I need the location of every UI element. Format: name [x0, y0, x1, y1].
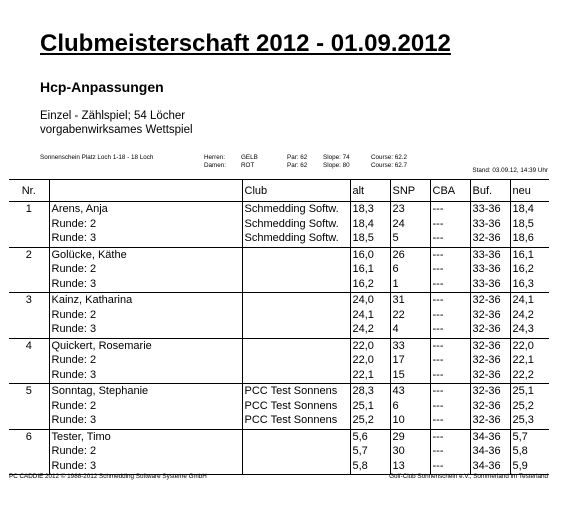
- cell-neu: 16,3: [510, 278, 549, 293]
- cell-cba: ---: [430, 445, 470, 460]
- cell-alt: 22,0: [350, 354, 390, 369]
- cell-snp: 5: [390, 232, 430, 247]
- cell-buf: 32-36: [470, 384, 510, 400]
- cell-club: [242, 323, 350, 338]
- header-name: [49, 180, 242, 202]
- results-table: [9, 179, 549, 475]
- cell-neu: 18,5: [510, 218, 549, 233]
- cell-name: Runde: 3: [49, 323, 242, 338]
- cell-name: Runde: 3: [49, 369, 242, 384]
- cell-name: Runde: 2: [49, 445, 242, 460]
- table-row: [9, 414, 549, 429]
- table-row: [9, 400, 549, 415]
- competition-note: vorgabenwirksames Wettspiel: [40, 124, 193, 136]
- men-par: Par: 62: [287, 154, 308, 161]
- cell-alt: 28,3: [350, 384, 390, 400]
- cell-nr: [9, 414, 49, 429]
- cell-name: Kainz, Katharina: [49, 293, 242, 309]
- cell-neu: 25,2: [510, 400, 549, 415]
- cell-alt: 16,1: [350, 263, 390, 278]
- cell-name: Arens, Anja: [49, 202, 242, 218]
- cell-name: Runde: 2: [49, 354, 242, 369]
- cell-alt: 25,2: [350, 414, 390, 429]
- cell-buf: 33-36: [470, 278, 510, 293]
- cell-buf: 34-36: [470, 460, 510, 475]
- header-cba: CBA: [430, 180, 470, 202]
- cell-buf: 32-36: [470, 354, 510, 369]
- cell-neu: 24,1: [510, 293, 549, 309]
- table-row: [9, 202, 549, 218]
- cell-cba: ---: [430, 293, 470, 309]
- cell-alt: 18,5: [350, 232, 390, 247]
- table-row: [9, 354, 549, 369]
- table-row: [9, 232, 549, 247]
- cell-snp: 15: [390, 369, 430, 384]
- cell-buf: 32-36: [470, 323, 510, 338]
- cell-club: [242, 263, 350, 278]
- cell-snp: 23: [390, 202, 430, 218]
- cell-nr: 2: [25, 248, 32, 261]
- cell-cba: ---: [430, 218, 470, 233]
- women-label: Damen:: [204, 162, 227, 169]
- cell-snp: 33: [390, 338, 430, 354]
- cell-nr: 4: [25, 339, 32, 352]
- cell-name: Runde: 3: [49, 414, 242, 429]
- cell-club: [242, 369, 350, 384]
- cell-club: Schmedding Softw.: [242, 218, 350, 233]
- women-course-rating: Course: 62.7: [371, 162, 408, 169]
- cell-club: [242, 309, 350, 324]
- table-row: [9, 218, 549, 233]
- cell-cba: ---: [430, 323, 470, 338]
- header-club: Club: [242, 180, 350, 202]
- cell-nr: [9, 400, 49, 415]
- cell-name: Runde: 3: [49, 460, 242, 475]
- cell-buf: 32-36: [470, 369, 510, 384]
- cell-name: Quickert, Rosemarie: [49, 338, 242, 354]
- cell-buf: 33-36: [470, 263, 510, 278]
- cell-name: Runde: 3: [49, 278, 242, 293]
- cell-cba: ---: [430, 202, 470, 218]
- cell-name: Runde: 2: [49, 400, 242, 415]
- cell-cba: ---: [430, 309, 470, 324]
- table-row: [9, 445, 549, 460]
- cell-neu: 5,8: [510, 445, 549, 460]
- cell-buf: 32-36: [470, 400, 510, 415]
- header-buf: Buf.: [470, 180, 510, 202]
- cell-neu: 18,4: [510, 202, 549, 218]
- course-name: Sonnenschein Platz Loch 1-18 - 18 Loch: [40, 154, 154, 161]
- table-header-row: [9, 180, 549, 202]
- cell-club: Schmedding Softw.: [242, 232, 350, 247]
- cell-snp: 26: [390, 247, 430, 263]
- cell-alt: 25,1: [350, 400, 390, 415]
- cell-club: [242, 247, 350, 263]
- competition-type: Einzel - Zählspiel; 54 Löcher: [40, 110, 186, 122]
- cell-snp: 29: [390, 429, 430, 445]
- header-alt: alt: [350, 180, 390, 202]
- men-slope: Slope: 74: [323, 154, 350, 161]
- cell-alt: 18,3: [350, 202, 390, 218]
- cell-nr: [9, 445, 49, 460]
- cell-neu: 22,2: [510, 369, 549, 384]
- cell-snp: 10: [390, 414, 430, 429]
- table-row: [9, 369, 549, 384]
- cell-snp: 4: [390, 323, 430, 338]
- cell-alt: 22,1: [350, 369, 390, 384]
- cell-nr: [9, 218, 49, 233]
- table-row: [9, 384, 549, 400]
- cell-alt: 5,8: [350, 460, 390, 475]
- cell-buf: 32-36: [470, 232, 510, 247]
- cell-neu: 24,2: [510, 309, 549, 324]
- cell-alt: 16,2: [350, 278, 390, 293]
- footer-software: PC CADDIE 2012 © 1988-2012 Schmedding Software Systeme GmbH: [9, 473, 207, 480]
- cell-neu: 24,3: [510, 323, 549, 338]
- table-row: [9, 263, 549, 278]
- cell-club: [242, 278, 350, 293]
- cell-name: Golücke, Käthe: [49, 247, 242, 263]
- cell-name: Sonntag, Stephanie: [49, 384, 242, 400]
- table-row: [9, 293, 549, 309]
- cell-cba: ---: [430, 354, 470, 369]
- cell-name: Runde: 3: [49, 232, 242, 247]
- cell-snp: 22: [390, 309, 430, 324]
- cell-club: [242, 445, 350, 460]
- cell-club: PCC Test Sonnens: [242, 414, 350, 429]
- header-neu: neu: [510, 180, 549, 202]
- cell-snp: 13: [390, 460, 430, 475]
- cell-alt: 5,7: [350, 445, 390, 460]
- cell-nr: [9, 263, 49, 278]
- cell-buf: 32-36: [470, 338, 510, 354]
- cell-cba: ---: [430, 278, 470, 293]
- cell-neu: 25,3: [510, 414, 549, 429]
- table-row: [9, 323, 549, 338]
- cell-neu: 16,2: [510, 263, 549, 278]
- cell-nr: [9, 369, 49, 384]
- cell-snp: 30: [390, 445, 430, 460]
- cell-neu: 18,6: [510, 232, 549, 247]
- cell-neu: 5,7: [510, 429, 549, 445]
- cell-club: [242, 460, 350, 475]
- cell-name: Runde: 2: [49, 218, 242, 233]
- header-snp: SNP: [390, 180, 430, 202]
- cell-cba: ---: [430, 232, 470, 247]
- cell-nr: 5: [25, 385, 32, 397]
- cell-cba: ---: [430, 460, 470, 475]
- cell-name: Runde: 2: [49, 309, 242, 324]
- footer-club: Golf-Club Sonnenschein e.V., Sommerland im Testerland: [389, 473, 548, 480]
- women-slope: Slope: 80: [323, 162, 350, 169]
- cell-club: Schmedding Softw.: [242, 202, 350, 218]
- cell-buf: 32-36: [470, 293, 510, 309]
- cell-cba: ---: [430, 369, 470, 384]
- print-timestamp: Stand: 03.09.12, 14:39 Uhr: [472, 167, 548, 174]
- cell-buf: 32-36: [470, 414, 510, 429]
- cell-buf: 33-36: [470, 247, 510, 263]
- cell-alt: 22,0: [350, 338, 390, 354]
- cell-alt: 24,2: [350, 323, 390, 338]
- table-row: [9, 429, 549, 445]
- cell-nr: [9, 309, 49, 324]
- cell-alt: 24,0: [350, 293, 390, 309]
- cell-snp: 17: [390, 354, 430, 369]
- cell-nr: 6: [25, 430, 32, 443]
- cell-alt: 18,4: [350, 218, 390, 233]
- women-par: Par: 62: [287, 162, 308, 169]
- cell-cba: ---: [430, 338, 470, 354]
- cell-neu: 22,1: [510, 354, 549, 369]
- header-nr: Nr.: [9, 180, 49, 202]
- men-course-rating: Course: 62.2: [371, 154, 408, 161]
- cell-cba: ---: [430, 414, 470, 429]
- table-row: [9, 278, 549, 293]
- cell-neu: 22,0: [510, 338, 549, 354]
- cell-cba: ---: [430, 400, 470, 415]
- cell-neu: 5,9: [510, 460, 549, 475]
- cell-club: PCC Test Sonnens: [242, 384, 350, 400]
- cell-buf: 33-36: [470, 218, 510, 233]
- women-tee: ROT: [241, 162, 255, 169]
- cell-buf: 34-36: [470, 429, 510, 445]
- cell-nr: [9, 354, 49, 369]
- cell-alt: 16,0: [350, 247, 390, 263]
- cell-cba: ---: [430, 384, 470, 400]
- cell-club: [242, 338, 350, 354]
- cell-snp: 24: [390, 218, 430, 233]
- cell-nr: 3: [25, 294, 32, 306]
- cell-buf: 34-36: [470, 445, 510, 460]
- cell-cba: ---: [430, 429, 470, 445]
- cell-snp: 6: [390, 263, 430, 278]
- cell-cba: ---: [430, 247, 470, 263]
- cell-snp: 6: [390, 400, 430, 415]
- section-title: Hcp-Anpassungen: [40, 79, 164, 95]
- men-tee: GELB: [241, 154, 258, 161]
- cell-cba: ---: [430, 263, 470, 278]
- cell-club: [242, 354, 350, 369]
- cell-neu: 16,1: [510, 247, 549, 263]
- cell-nr: [9, 278, 49, 293]
- cell-club: [242, 429, 350, 445]
- cell-snp: 1: [390, 278, 430, 293]
- cell-name: Tester, Timo: [49, 429, 242, 445]
- cell-nr: 1: [25, 203, 32, 215]
- cell-buf: 32-36: [470, 309, 510, 324]
- cell-neu: 25,1: [510, 384, 549, 400]
- cell-snp: 31: [390, 293, 430, 309]
- cell-snp: 43: [390, 384, 430, 400]
- cell-alt: 5,6: [350, 429, 390, 445]
- table-row: [9, 247, 549, 263]
- cell-alt: 24,1: [350, 309, 390, 324]
- cell-nr: [9, 232, 49, 247]
- cell-club: PCC Test Sonnens: [242, 400, 350, 415]
- cell-name: Runde: 2: [49, 263, 242, 278]
- page-title: Clubmeisterschaft 2012 - 01.09.2012: [40, 30, 451, 57]
- men-label: Herren:: [204, 154, 225, 161]
- cell-buf: 33-36: [470, 202, 510, 218]
- table-row: [9, 309, 549, 324]
- table-row: [9, 338, 549, 354]
- cell-club: [242, 293, 350, 309]
- cell-nr: [9, 323, 49, 338]
